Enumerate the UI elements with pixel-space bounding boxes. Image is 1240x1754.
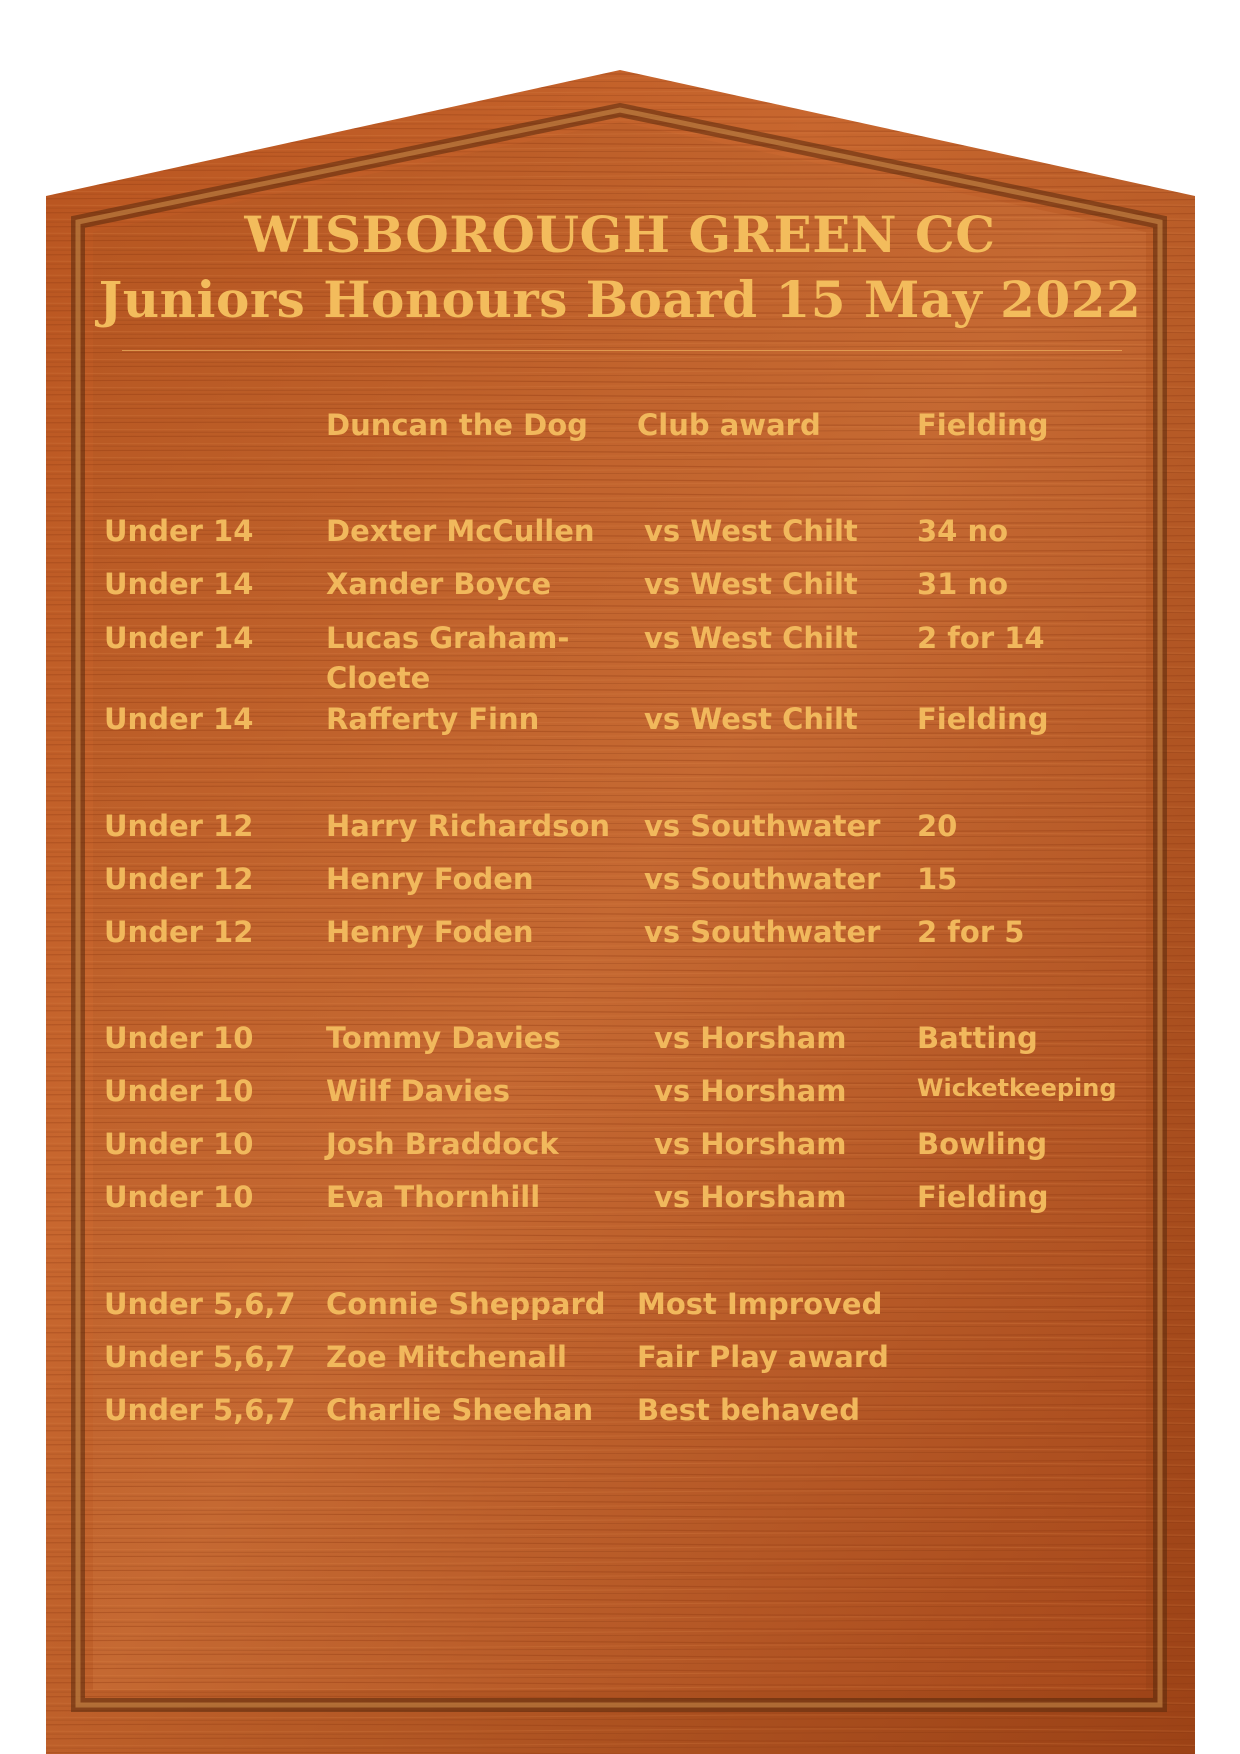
row-detail: vs Horsham <box>654 1180 847 1214</box>
row-detail: vs Horsham <box>654 1074 847 1108</box>
row-group: Under 5,6,7 <box>104 1287 296 1321</box>
row-name: Rafferty Finn <box>326 702 540 736</box>
row-name: Harry Richardson <box>326 809 611 843</box>
row-name: Connie Sheppard <box>326 1287 606 1321</box>
row-award: Fielding <box>917 702 1049 736</box>
row-name: Dexter McCullen <box>326 514 595 548</box>
row-award: Bowling <box>917 1127 1048 1161</box>
row-detail: vs West Chilt <box>644 702 858 736</box>
row-group: Under 12 <box>104 915 254 949</box>
row-name: Henry Foden <box>326 915 534 949</box>
row-detail: Fair Play award <box>637 1340 889 1374</box>
title-divider <box>122 350 1122 351</box>
row-award: Wicketkeeping <box>917 1074 1117 1102</box>
row-name: Josh Braddock <box>326 1127 559 1161</box>
row-name: Charlie Sheehan <box>326 1393 594 1427</box>
row-group: Under 12 <box>104 809 254 843</box>
row-group: Under 5,6,7 <box>104 1393 296 1427</box>
row-name: Lucas Graham-Cloete <box>326 621 570 695</box>
row-award: Batting <box>917 1021 1038 1055</box>
board-title: WISBOROUGH GREEN CC <box>244 205 996 264</box>
row-detail: Most Improved <box>637 1287 883 1321</box>
row-award: 2 for 14 <box>917 621 1045 655</box>
row-name: Eva Thornhill <box>326 1180 541 1214</box>
row-group: Under 10 <box>104 1074 254 1108</box>
row-group: Under 10 <box>104 1180 254 1214</box>
row-detail: vs Horsham <box>654 1021 847 1055</box>
row-group: Under 10 <box>104 1127 254 1161</box>
header-duncan-the-dog: Duncan the Dog <box>326 408 588 442</box>
row-detail: vs Southwater <box>644 862 881 896</box>
row-detail: vs West Chilt <box>644 514 858 548</box>
row-group: Under 14 <box>104 514 254 548</box>
row-award: 34 no <box>917 514 1009 548</box>
row-name: Henry Foden <box>326 862 534 896</box>
row-award: 31 no <box>917 567 1009 601</box>
row-detail: vs Southwater <box>644 915 881 949</box>
row-award: Fielding <box>917 1180 1049 1214</box>
row-group: Under 14 <box>104 702 254 736</box>
row-detail: vs West Chilt <box>644 567 858 601</box>
row-detail: vs Horsham <box>654 1127 847 1161</box>
board-subtitle: Juniors Honours Board 15 May 2022 <box>98 270 1142 329</box>
row-group: Under 5,6,7 <box>104 1340 296 1374</box>
row-group: Under 14 <box>104 621 254 655</box>
row-name: Wilf Davies <box>326 1074 510 1108</box>
row-name: Zoe Mitchenall <box>326 1340 567 1374</box>
row-group: Under 14 <box>104 567 254 601</box>
row-group: Under 12 <box>104 862 254 896</box>
row-detail: vs West Chilt <box>644 621 858 655</box>
row-award: 2 for 5 <box>917 915 1025 949</box>
header-fielding: Fielding <box>917 408 1049 442</box>
row-detail: Best behaved <box>637 1393 860 1427</box>
row-detail: vs Southwater <box>644 809 881 843</box>
row-name: Xander Boyce <box>326 567 552 601</box>
row-name: Tommy Davies <box>326 1021 561 1055</box>
row-award: 15 <box>917 862 958 896</box>
header-club-award: Club award <box>637 408 821 442</box>
row-group: Under 10 <box>104 1021 254 1055</box>
row-award: 20 <box>917 809 958 843</box>
